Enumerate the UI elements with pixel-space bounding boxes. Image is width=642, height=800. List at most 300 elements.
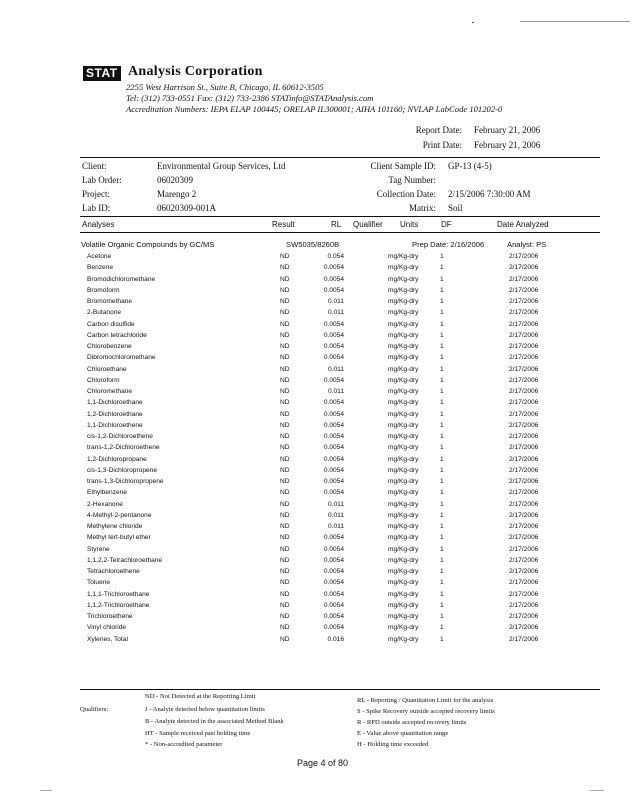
reporting-limit: 0.0054	[323, 624, 344, 632]
report-date-label-wrap	[370, 125, 462, 137]
analyte-name: 4-Methyl-2-pentanone	[87, 511, 152, 519]
col-qualifier: Qualifier	[353, 220, 383, 229]
table-row	[0, 298, 642, 309]
result: ND	[280, 466, 290, 474]
units: mg/Kg-dry	[388, 601, 419, 609]
reporting-limit: 0.0054	[323, 556, 344, 564]
client-label: Client:	[82, 161, 107, 171]
project-value: Marengo 2	[157, 189, 197, 199]
result: ND	[280, 275, 290, 283]
units: mg/Kg-dry	[388, 635, 419, 643]
tag-number-label: Tag Number:	[388, 175, 436, 185]
units: mg/Kg-dry	[388, 613, 419, 620]
qualifier-left-1: J - Analyte detected below quantitation limits	[145, 706, 265, 713]
dilution-factor: 1	[440, 343, 444, 350]
date-analyzed: 2/17/2006	[509, 455, 539, 463]
dilution-factor: 1	[440, 444, 444, 452]
dilution-factor: 1	[440, 309, 444, 317]
qualifier-left-2: B - Analyte detected in the associated Method Blank	[145, 718, 284, 725]
reporting-limit: 0.0054	[323, 455, 344, 463]
dilution-factor: 1	[440, 421, 444, 429]
matrix-value: Soil	[448, 203, 463, 213]
table-row	[0, 579, 642, 590]
col-rl: RL	[331, 220, 342, 229]
result: ND	[280, 455, 290, 463]
dilution-factor: 1	[440, 534, 444, 542]
analyte-name: Styrene	[87, 545, 110, 553]
dilution-factor: 1	[440, 354, 444, 362]
analyte-name: Tetrachloroethene	[87, 568, 140, 575]
result: ND	[280, 421, 290, 429]
dilution-factor: 1	[440, 399, 444, 407]
reporting-limit: 0.0054	[323, 433, 344, 440]
print-date-label: Print Date:	[422, 140, 462, 150]
result: ND	[280, 579, 290, 587]
date-analyzed: 2/17/2006	[509, 624, 539, 632]
result: ND	[280, 298, 290, 305]
reporting-limit: 0.0054	[323, 286, 344, 294]
date-analyzed: 2/17/2006	[509, 523, 539, 530]
col-units: Units	[400, 220, 419, 229]
units: mg/Kg-dry	[388, 365, 419, 373]
table-row	[0, 534, 642, 545]
client-value: Environmental Group Services, Ltd	[157, 161, 286, 171]
scan-artifact	[590, 790, 604, 791]
result: ND	[280, 500, 290, 508]
units: mg/Kg-dry	[388, 320, 419, 328]
units: mg/Kg-dry	[388, 444, 419, 452]
table-row	[0, 489, 642, 500]
units: mg/Kg-dry	[388, 388, 419, 395]
reporting-limit: 0.011	[327, 309, 344, 317]
units: mg/Kg-dry	[388, 309, 419, 317]
table-row	[0, 343, 642, 354]
units: mg/Kg-dry	[388, 455, 419, 463]
table-row	[0, 276, 642, 287]
result: ND	[280, 523, 290, 530]
analyte-name: 1,1,2,2-Tetrachloroethane	[87, 556, 163, 564]
units: mg/Kg-dry	[388, 466, 419, 474]
date-analyzed: 2/17/2006	[509, 365, 539, 373]
qualifier-left-4: * - Non-accredited parameter	[145, 741, 223, 748]
lab-id-label: Lab ID:	[82, 203, 111, 213]
result: ND	[280, 489, 290, 497]
table-row	[0, 422, 642, 433]
reporting-limit: 0.0054	[323, 590, 344, 598]
table-row	[0, 253, 642, 264]
reporting-limit: 0.0054	[323, 421, 344, 429]
group-analyst: Analyst: PS	[507, 240, 547, 249]
reporting-limit: 0.011	[327, 511, 344, 519]
result: ND	[280, 343, 290, 350]
table-row	[0, 332, 642, 343]
result: ND	[280, 568, 290, 575]
units: mg/Kg-dry	[388, 433, 419, 440]
analyte-name: 1,1-Dichloroethene	[87, 421, 143, 429]
accreditation-numbers: Accreditation Numbers: IEPA ELAP 100445; ORELAP IL300001; AIHA 101160; NVLAP LabCode 101202-0	[126, 104, 503, 114]
date-analyzed: 2/17/2006	[509, 478, 539, 485]
table-row	[0, 366, 642, 377]
analyte-name: Chloroethane	[87, 365, 127, 373]
table-row	[0, 388, 642, 399]
table-row	[0, 478, 642, 489]
matrix-label: Matrix:	[409, 203, 436, 213]
dilution-factor: 1	[440, 489, 444, 497]
result: ND	[280, 354, 290, 362]
table-row	[0, 444, 642, 455]
units: mg/Kg-dry	[388, 410, 419, 418]
qualifier-right-0: RL - Reporting / Quantitation Limit for the analysis	[357, 697, 494, 704]
analyte-name: Bromomethane	[87, 298, 133, 305]
reporting-limit: 0.0054	[323, 399, 344, 407]
table-row	[0, 557, 642, 568]
reporting-limit: 0.0054	[323, 376, 344, 384]
date-analyzed: 2/17/2006	[509, 568, 539, 575]
table-row	[0, 399, 642, 410]
dilution-factor: 1	[440, 478, 444, 485]
date-analyzed: 2/17/2006	[509, 500, 539, 508]
table-row	[0, 636, 642, 647]
report-date-label: Report Date:	[415, 125, 462, 135]
result: ND	[280, 365, 290, 373]
analyte-name: Chloromethane	[87, 388, 133, 395]
units: mg/Kg-dry	[388, 590, 419, 598]
units: mg/Kg-dry	[388, 253, 419, 260]
reporting-limit: 0.011	[327, 365, 344, 373]
date-analyzed: 2/17/2006	[509, 388, 539, 395]
project-label: Project:	[82, 189, 110, 199]
reporting-limit: 0.0054	[323, 444, 344, 452]
date-analyzed: 2/17/2006	[509, 511, 539, 519]
dilution-factor: 1	[440, 579, 444, 587]
company-name: Analysis Corporation	[128, 64, 263, 79]
lab-order-label: Lab Order:	[82, 175, 122, 185]
date-analyzed: 2/17/2006	[509, 489, 539, 497]
dilution-factor: 1	[440, 500, 444, 508]
scan-artifact	[40, 790, 52, 791]
table-row	[0, 287, 642, 298]
date-analyzed: 2/17/2006	[509, 590, 539, 598]
table-row	[0, 613, 642, 624]
table-row	[0, 546, 642, 557]
result: ND	[280, 624, 290, 632]
group-title: Volatile Organic Compounds by GC/MS	[81, 240, 215, 249]
units: mg/Kg-dry	[388, 511, 419, 519]
analyte-name: Acetone	[87, 253, 112, 260]
dilution-factor: 1	[440, 286, 444, 294]
reporting-limit: 0.054	[327, 253, 344, 260]
print-date-label-wrap	[370, 140, 462, 152]
dilution-factor: 1	[440, 635, 444, 643]
analyte-name: Vinyl chloride	[87, 624, 127, 632]
analyte-name: 2-Butanone	[87, 309, 122, 317]
collection-date-value: 2/15/2006 7:30:00 AM	[448, 189, 531, 199]
result: ND	[280, 545, 290, 553]
table-row	[0, 591, 642, 602]
analyte-name: cis-1,2-Dichloroethene	[87, 433, 153, 440]
scan-artifact	[472, 22, 474, 23]
company-contact: Tel: (312) 733-0551 Fax: (312) 733-2386 STATinfo@STATAnalysis.com	[126, 93, 374, 103]
company-logo: STAT	[83, 66, 121, 81]
units: mg/Kg-dry	[388, 399, 419, 407]
divider	[80, 689, 600, 690]
date-analyzed: 2/17/2006	[509, 264, 539, 272]
lab-id-value: 06020309-001A	[157, 203, 216, 213]
analyte-name: 1,1-Dichloroethane	[87, 399, 143, 407]
units: mg/Kg-dry	[388, 275, 419, 283]
date-analyzed: 2/17/2006	[509, 253, 539, 260]
dilution-factor: 1	[440, 590, 444, 598]
dilution-factor: 1	[440, 613, 444, 620]
units: mg/Kg-dry	[388, 556, 419, 564]
analyte-name: trans-1,2-Dichloroethene	[87, 444, 160, 452]
dilution-factor: 1	[440, 568, 444, 575]
dilution-factor: 1	[440, 455, 444, 463]
reporting-limit: 0.011	[327, 500, 344, 508]
page-number: Page 4 of 80	[297, 758, 349, 768]
qualifier-left-3: HT - Sample received past holding time	[145, 730, 251, 737]
qualifier-right-2: R - RPD outside accepted recovery limits	[357, 719, 467, 726]
result: ND	[280, 320, 290, 328]
dilution-factor: 1	[440, 511, 444, 519]
analyte-name: Toluene	[87, 579, 111, 587]
group-method: SW5035/8260B	[286, 240, 340, 249]
divider	[80, 216, 600, 217]
result: ND	[280, 556, 290, 564]
table-row	[0, 467, 642, 478]
result: ND	[280, 511, 290, 519]
reporting-limit: 0.0054	[323, 478, 344, 485]
date-analyzed: 2/17/2006	[509, 320, 539, 328]
dilution-factor: 1	[440, 320, 444, 328]
table-row	[0, 377, 642, 388]
col-date-analyzed: Date Analyzed	[497, 220, 549, 229]
qualifiers-label: Qualifiers:	[80, 706, 109, 713]
result: ND	[280, 331, 290, 339]
table-row	[0, 512, 642, 523]
result: ND	[280, 613, 290, 620]
analyte-name: Carbon tetrachloride	[87, 331, 147, 339]
date-analyzed: 2/17/2006	[509, 410, 539, 418]
table-row	[0, 411, 642, 422]
reporting-limit: 0.0054	[323, 579, 344, 587]
reporting-limit: 0.0054	[323, 410, 344, 418]
units: mg/Kg-dry	[388, 523, 419, 530]
date-analyzed: 2/17/2006	[509, 286, 539, 294]
result: ND	[280, 286, 290, 294]
print-date: February 21, 2006	[474, 140, 541, 150]
reporting-limit: 0.0054	[323, 354, 344, 362]
dilution-factor: 1	[440, 433, 444, 440]
result: ND	[280, 444, 290, 452]
date-analyzed: 2/17/2006	[509, 354, 539, 362]
report-date: February 21, 2006	[474, 125, 541, 135]
analyte-name: trans-1,3-Dichloropropene	[87, 478, 164, 485]
reporting-limit: 0.0054	[323, 320, 344, 328]
result: ND	[280, 399, 290, 407]
dilution-factor: 1	[440, 275, 444, 283]
dilution-factor: 1	[440, 376, 444, 384]
dilution-factor: 1	[440, 264, 444, 272]
table-row	[0, 602, 642, 613]
reporting-limit: 0.0054	[323, 264, 344, 272]
table-row	[0, 456, 642, 467]
analyte-name: Bromodichloromethane	[87, 275, 156, 283]
analyte-name: Dibromochloromethane	[87, 354, 156, 362]
date-analyzed: 2/17/2006	[509, 534, 539, 542]
dilution-factor: 1	[440, 624, 444, 632]
units: mg/Kg-dry	[388, 500, 419, 508]
table-row	[0, 264, 642, 275]
analyte-name: Methyl tert-butyl ether	[87, 534, 151, 542]
date-analyzed: 2/17/2006	[509, 635, 539, 643]
dilution-factor: 1	[440, 466, 444, 474]
analyte-name: Ethylbenzene	[87, 489, 127, 497]
result: ND	[280, 590, 290, 598]
table-row	[0, 321, 642, 332]
units: mg/Kg-dry	[388, 421, 419, 429]
date-analyzed: 2/17/2006	[509, 545, 539, 553]
units: mg/Kg-dry	[388, 331, 419, 339]
qualifier-right-4: H - Holding time exceeded	[357, 741, 429, 748]
analyte-name: 1,2-Dichloropropane	[87, 455, 147, 463]
dilution-factor: 1	[440, 556, 444, 564]
date-analyzed: 2/17/2006	[509, 613, 539, 620]
dilution-factor: 1	[440, 601, 444, 609]
reporting-limit: 0.0054	[323, 275, 344, 283]
group-prep-date: Prep Date: 2/16/2006	[412, 240, 485, 249]
dilution-factor: 1	[440, 523, 444, 530]
client-sample-id-label: Client Sample ID:	[370, 161, 436, 171]
table-row	[0, 309, 642, 320]
date-analyzed: 2/17/2006	[509, 444, 539, 452]
dilution-factor: 1	[440, 253, 444, 260]
date-analyzed: 2/17/2006	[509, 399, 539, 407]
dilution-factor: 1	[440, 298, 444, 305]
date-analyzed: 2/17/2006	[509, 556, 539, 564]
reporting-limit: 0.0054	[323, 343, 344, 350]
analyte-name: Chloroform	[87, 376, 120, 384]
result: ND	[280, 433, 290, 440]
analyte-name: Bromoform	[87, 286, 120, 294]
lab-order-value: 06020309	[157, 175, 193, 185]
analyte-name: Carbon disulfide	[87, 320, 135, 328]
reporting-limit: 0.011	[327, 298, 344, 305]
units: mg/Kg-dry	[388, 298, 419, 305]
reporting-limit: 0.011	[327, 523, 344, 530]
scan-artifact	[520, 21, 630, 22]
units: mg/Kg-dry	[388, 354, 419, 362]
table-row	[0, 433, 642, 444]
units: mg/Kg-dry	[388, 568, 419, 575]
reporting-limit: 0.011	[327, 388, 344, 395]
analyte-name: 1,2-Dichloroethane	[87, 410, 143, 418]
company-address: 2255 West Harrison St., Suite B, Chicago, IL 60612-3505	[126, 82, 324, 92]
result: ND	[280, 309, 290, 317]
date-analyzed: 2/17/2006	[509, 298, 539, 305]
analyte-name: Trichloroethene	[87, 613, 133, 620]
table-row	[0, 523, 642, 534]
analyte-name: cis-1,3-Dichloropropene	[87, 466, 158, 474]
date-analyzed: 2/17/2006	[509, 601, 539, 609]
collection-date-label: Collection Date:	[376, 189, 436, 199]
result: ND	[280, 388, 290, 395]
analyte-name: 2-Hexanone	[87, 500, 123, 508]
reporting-limit: 0.0054	[323, 568, 344, 575]
divider	[80, 157, 600, 158]
analyte-name: Methylene chloride	[87, 523, 143, 530]
dilution-factor: 1	[440, 365, 444, 373]
units: mg/Kg-dry	[388, 264, 419, 272]
result: ND	[280, 601, 290, 609]
result: ND	[280, 478, 290, 485]
date-analyzed: 2/17/2006	[509, 466, 539, 474]
divider	[80, 232, 600, 233]
analyte-name: 1,1,1-Trichloroethane	[87, 590, 150, 598]
table-row	[0, 501, 642, 512]
reporting-limit: 0.016	[327, 635, 344, 643]
reporting-limit: 0.0054	[323, 601, 344, 609]
col-df: DF	[441, 220, 452, 229]
analyte-name: Xylenes, Total	[87, 635, 128, 643]
col-analyses: Analyses	[82, 220, 115, 229]
date-analyzed: 2/17/2006	[509, 309, 539, 317]
reporting-limit: 0.0054	[323, 466, 344, 474]
units: mg/Kg-dry	[388, 624, 419, 632]
dilution-factor: 1	[440, 388, 444, 395]
analyte-name: 1,1,2-Trichloroethane	[87, 601, 150, 609]
units: mg/Kg-dry	[388, 286, 419, 294]
qualifier-right-1: S - Spike Recovery outside accepted recovery limits	[357, 708, 495, 715]
date-analyzed: 2/17/2006	[509, 331, 539, 339]
date-analyzed: 2/17/2006	[509, 376, 539, 384]
units: mg/Kg-dry	[388, 376, 419, 384]
reporting-limit: 0.0054	[323, 545, 344, 553]
analyte-name: Chlorobenzene	[87, 343, 132, 350]
result: ND	[280, 534, 290, 542]
dilution-factor: 1	[440, 331, 444, 339]
dilution-factor: 1	[440, 545, 444, 553]
units: mg/Kg-dry	[388, 478, 419, 485]
reporting-limit: 0.0054	[323, 534, 344, 542]
result: ND	[280, 410, 290, 418]
analyte-name: Benzene	[87, 264, 114, 272]
units: mg/Kg-dry	[388, 579, 419, 587]
date-analyzed: 2/17/2006	[509, 421, 539, 429]
units: mg/Kg-dry	[388, 343, 419, 350]
date-analyzed: 2/17/2006	[509, 579, 539, 587]
units: mg/Kg-dry	[388, 489, 419, 497]
result: ND	[280, 376, 290, 384]
client-sample-id-value: GP-13 (4-5)	[448, 161, 492, 171]
result: ND	[280, 264, 290, 272]
result: ND	[280, 253, 290, 260]
qualifier-left-0: ND - Not Detected at the Reporting Limit	[145, 693, 256, 700]
reporting-limit: 0.0054	[323, 489, 344, 497]
table-row	[0, 354, 642, 365]
table-row	[0, 624, 642, 635]
result: ND	[280, 635, 290, 643]
reporting-limit: 0.0054	[323, 613, 344, 620]
col-result: Result	[272, 220, 295, 229]
qualifier-right-3: E - Value above quantitation range	[357, 730, 449, 737]
units: mg/Kg-dry	[388, 545, 419, 553]
date-analyzed: 2/17/2006	[509, 433, 539, 440]
units: mg/Kg-dry	[388, 534, 419, 542]
table-row	[0, 568, 642, 579]
date-analyzed: 2/17/2006	[509, 275, 539, 283]
reporting-limit: 0.0054	[323, 331, 344, 339]
